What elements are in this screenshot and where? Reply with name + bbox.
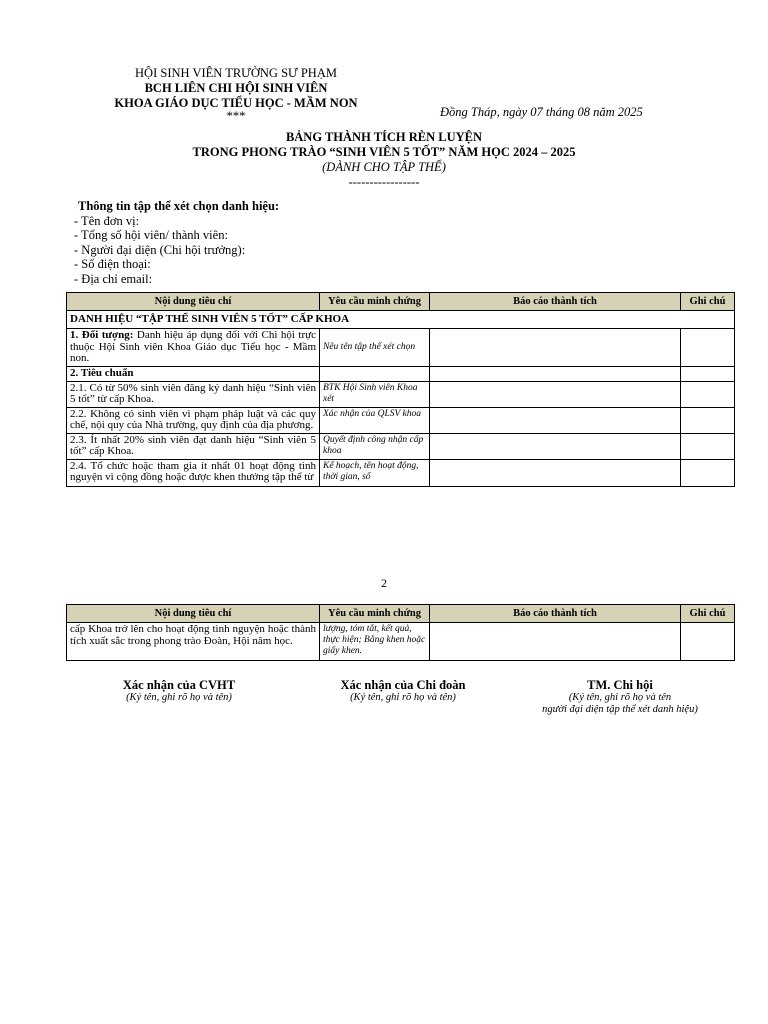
document-date: Đồng Tháp, ngày 07 tháng 08 năm 2025 [440,105,643,119]
signature-note: (Ký tên, ghi rõ họ và tên [568,692,672,703]
field-representative: - Người đại diện (Chi hội trưởng): [74,242,246,257]
note-cell[interactable] [681,381,735,407]
evidence-cell [320,459,430,486]
signature-heading: Xác nhận của Chi đoàn [340,678,466,692]
signature-heading: TM. Chi hội [587,678,653,692]
evidence-text: Kế hoạch, tên hoạt động, thời gian, số [323,460,419,482]
signature-cvht [84,678,274,704]
signature-chi-doan [308,678,498,704]
organization-header [90,66,382,121]
org-stars: *** [226,109,246,123]
table-row [67,367,735,382]
header-report: Báo cáo thành tích [430,605,681,623]
note-cell[interactable] [681,367,735,382]
table-row [67,407,735,433]
org-line-3: KHOA GIÁO DỤC TIỂU HỌC - MẦM NON [114,96,358,110]
field-email: - Địa chỉ email: [74,271,153,286]
header-note: Ghi chú [681,293,735,311]
title-line-3: (DÀNH CHO TẬP THỂ) [322,160,446,174]
section-row [67,311,735,329]
criteria-table [66,292,735,487]
document-title [100,130,668,190]
info-heading: Thông tin tập thể xét chọn danh hiệu: [78,199,280,213]
evidence-cell: BTK Hội Sinh viên Khoa xét [320,381,430,407]
evidence-cell [320,367,430,382]
criteria-cell: 2.3. Ít nhất 20% sinh viên đạt danh hiệu “Sinh viên 5 tốt” cấp Khoa. [67,433,320,459]
report-cell[interactable] [430,407,681,433]
signature-note: (Ký tên, ghi rõ họ và tên) [126,692,232,703]
report-cell[interactable] [430,367,681,382]
table-row [67,433,735,459]
evidence-cell: Quyết định công nhận cấp khoa [320,433,430,459]
title-line-1: BẢNG THÀNH TÍCH RÈN LUYỆN [285,130,483,144]
table-row [67,381,735,407]
header-criteria: Nội dung tiêu chí [67,605,320,623]
criteria-cell [67,329,320,367]
criteria-table-continued [66,604,735,661]
header-report: Báo cáo thành tích [430,293,681,311]
report-cell[interactable] [430,459,681,486]
header-evidence: Yêu cầu minh chứng [320,293,430,311]
note-cell[interactable] [681,407,735,433]
note-cell[interactable] [681,433,735,459]
section-title: DANH HIỆU “TẬP THỂ SINH VIÊN 5 TỐT” CẤP KHOA [67,311,735,329]
evidence-cell: Xác nhận của QLSV khoa [320,407,430,433]
signature-note-2: người đại diện tập thể xét danh hiệu) [542,704,698,715]
note-cell[interactable] [681,329,735,367]
report-cell[interactable] [430,381,681,407]
header-note: Ghi chú [681,605,735,623]
note-cell[interactable] [681,623,735,661]
doi-tuong-text: Danh hiệu áp dụng đối với Chi hội trực thuộc Hội Sinh viên Khoa Giáo dục Tiểu học - Mầm non. [70,329,316,364]
header-evidence: Yêu cầu minh chứng [320,605,430,623]
report-cell[interactable] [430,433,681,459]
org-line-1: HỘI SINH VIÊN TRƯỜNG SƯ PHẠM [135,66,337,80]
note-cell[interactable] [681,459,735,486]
doi-tuong-label: 1. Đối tượng: [70,329,134,341]
evidence-cell: Nêu tên tập thể xét chọn [320,329,430,367]
report-cell[interactable] [430,623,681,661]
criteria-cell [67,459,320,486]
field-unit-name: - Tên đơn vị: [74,213,140,228]
org-line-2: BCH LIÊN CHI HỘI SINH VIÊN [144,81,328,95]
signature-chi-hoi [510,678,730,716]
page-number: 2 [381,576,387,590]
criteria-cell: 2.2. Không có sinh viên vi phạm pháp luật và các quy chế, nội quy của Nhà trường, quy định của địa phương. [67,407,320,433]
table-row [67,459,735,486]
evidence-cell: lượng, tóm tắt, kết quả, thực hiện; Bằng khen hoặc giấy khen. [320,623,430,661]
criteria-cell: 2.1. Có từ 50% sinh viên đăng ký danh hiệu “Sinh viên 5 tốt” từ cấp Khoa. [67,381,320,407]
header-criteria: Nội dung tiêu chí [67,293,320,311]
criteria-text: 2.4. Tổ chức hoặc tham gia ít nhất 01 hoạt động tình nguyện vì cộng đồng hoặc được khen thưởng tập thể từ [70,459,316,483]
title-line-2: TRONG PHONG TRÀO “SINH VIÊN 5 TỐT” NĂM HỌC 2024 – 2025 [192,145,576,159]
report-cell[interactable] [430,329,681,367]
field-phone: - Số điện thoại: [74,257,151,271]
info-section [74,199,279,286]
field-member-count: - Tổng số hội viên/ thành viên: [74,228,228,242]
table-row [67,623,735,661]
signature-heading: Xác nhận của CVHT [122,678,236,692]
table-header-row [67,605,735,623]
signature-note: (Ký tên, ghi rõ họ và tên) [350,692,456,703]
table-row [67,329,735,367]
criteria-cell: 2. Tiêu chuẩn [67,367,320,382]
criteria-cell: cấp Khoa trở lên cho hoạt động tình nguyện hoặc thành tích xuất sắc trong phong trào Đoàn, Hội năm học. [67,623,320,661]
title-divider: ----------------- [348,175,420,189]
table-header-row [67,293,735,311]
